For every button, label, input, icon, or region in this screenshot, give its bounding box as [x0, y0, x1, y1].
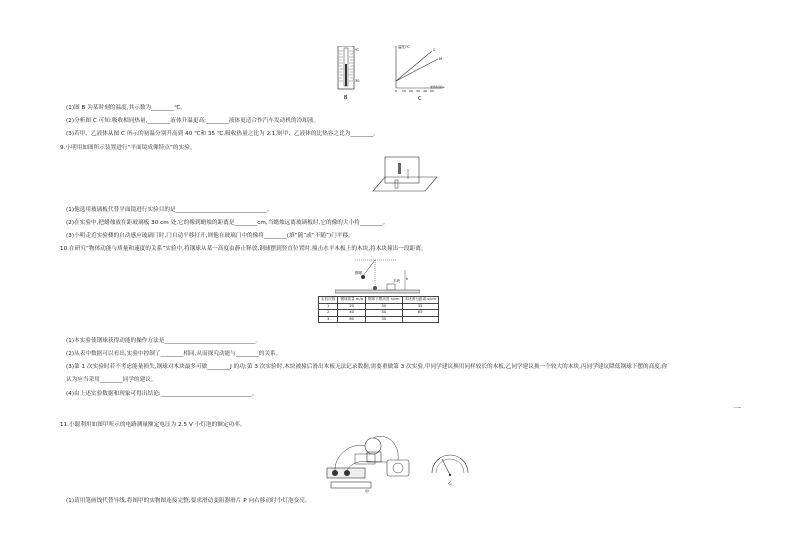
- table-cell: 40: [338, 310, 366, 317]
- figure-c-label: C: [418, 96, 422, 102]
- figure-b-label: B: [344, 95, 348, 101]
- q10-line4: (4)由上述实验数据和现象可得出结论:________________________________。: [66, 391, 258, 397]
- graph-xtick: 10: [402, 89, 406, 93]
- thermometer-unit: ℃: [355, 48, 359, 52]
- graph-line-c-label: C: [433, 48, 436, 52]
- graph-xtick: 40: [423, 89, 427, 93]
- pendulum-figure: [335, 256, 420, 296]
- q8-line3: (3)若甲、乙液体从图 C 所示的初温分别升高到 40 ℃和 35 ℃,吸收热量之比为 2∶1,则甲、乙液体的比热容之比为________。: [66, 131, 379, 137]
- graph-line-m-label: M: [439, 57, 442, 61]
- plane-mirror-figure: [365, 155, 440, 195]
- height-label: h: [406, 277, 409, 281]
- corner-mark: 一: [733, 404, 742, 413]
- table-row: [319, 316, 439, 323]
- q10-line3b: 认为应当采用________同学的建议。: [66, 377, 157, 383]
- table-header: 木块滑行距离 s/cm: [402, 297, 438, 304]
- graph-xtick: 20: [409, 89, 413, 93]
- block-label: 木块: [393, 279, 400, 283]
- graph-xtick: 50: [430, 89, 434, 93]
- graph-xtick: 0: [395, 89, 397, 93]
- figure-jia-label: 甲: [365, 489, 369, 494]
- graph-xtick: 30: [416, 89, 420, 93]
- line-c: [396, 51, 432, 81]
- line-m: [396, 59, 438, 81]
- q8-line1: (1)图 B 为某时刻的温度,其示数为________℃。: [66, 105, 186, 111]
- table-cell: [402, 316, 438, 323]
- q9-line3: (3)小明走近实验楼的自动感应玻璃门时,门自动平移打开,则他在玻璃门中的像将________(填“随”或“不随”)门平移。: [66, 233, 354, 239]
- meter-figure-yi: [428, 445, 473, 485]
- q10-line2: (2)从表中数据可以看出,实验中控制了________相同,从而探究动能与________的关系。: [66, 351, 282, 357]
- temperature-graph-figure: [388, 43, 448, 103]
- table-cell: 30: [365, 310, 402, 317]
- experiment-table: [318, 296, 439, 323]
- table-header: 钢球下摆高度 h/cm: [365, 297, 402, 304]
- q10-stem: 10.在研究“物体动能与质量和速度的关系”实验中,将钢球从某一高度由静止释放,钢球摆到竖直位置时,撞击水平木板上的木块,将木块撞出一段距离。: [60, 246, 427, 252]
- q8-line2: (2)分析图 C 可知:吸收相同热量,________液体升温更高;________液体更适合作汽车发动机的冷却液。: [66, 118, 320, 124]
- q9-line1: (1)他选用玻璃板代替平面镜进行实验目的是________________________________。: [66, 207, 273, 213]
- table-header: 钢球质量 m/g: [338, 297, 366, 304]
- table-cell: 65: [402, 310, 438, 317]
- thermometer-figure: [330, 46, 370, 101]
- graph-ylabel: 温度/℃: [398, 45, 410, 49]
- table-cell: 35: [402, 303, 438, 310]
- table-cell: 30: [365, 316, 402, 323]
- circuit-figure-jia: [325, 432, 420, 494]
- q11-line1: (1)请用笔画线代替导线,将图甲的实物图连接完整,要求滑动变阻器滑片 P 向右移动时小灯泡变亮。: [66, 498, 311, 504]
- table-cell: 1: [319, 303, 338, 310]
- q9-line2: (2)在实验中,把蜡烛放在距玻璃板 30 cm 处,它的像到蜡烛的距离是________cm,当蜡烛远离玻璃板时,它的像的大小将________。: [66, 220, 389, 226]
- table-cell: 30: [365, 303, 402, 310]
- ball-label: 钢球: [355, 271, 362, 275]
- table-header: 实验次数: [319, 297, 338, 304]
- q11-stem: 11.小聪利用如图甲所示的电路测量额定电压为 2.5 V 小灯泡的额定功率。: [60, 422, 246, 428]
- q10-line1: (1)本实验使钢球获得动能的操作方法是________________________________。: [66, 338, 262, 344]
- table-cell: 3: [319, 316, 338, 323]
- table-cell: 60: [338, 316, 366, 323]
- figure-yi-label: 乙: [448, 480, 452, 485]
- table-cell: 20: [338, 303, 366, 310]
- thermometer-tick: 30: [355, 79, 360, 83]
- q9-stem: 9.小明用如图所示装置进行“平面镜成像特点”的实验。: [60, 145, 196, 151]
- table-cell: 2: [319, 310, 338, 317]
- graph-xlabel: 加热时间/s: [430, 85, 445, 89]
- q10-line3: (3)第 1 次实验时若不考虑能量损失,钢球对木块最多可做________J 的功;第 3 次实验时,木块被撞后滑出木板无法记录数据,需要重做第 3 次实验,甲同学建议换用同样较长的木板,乙同学建议换一个较大的木块,丙同学建议降低钢球下摆的高度,你: [66, 364, 668, 370]
